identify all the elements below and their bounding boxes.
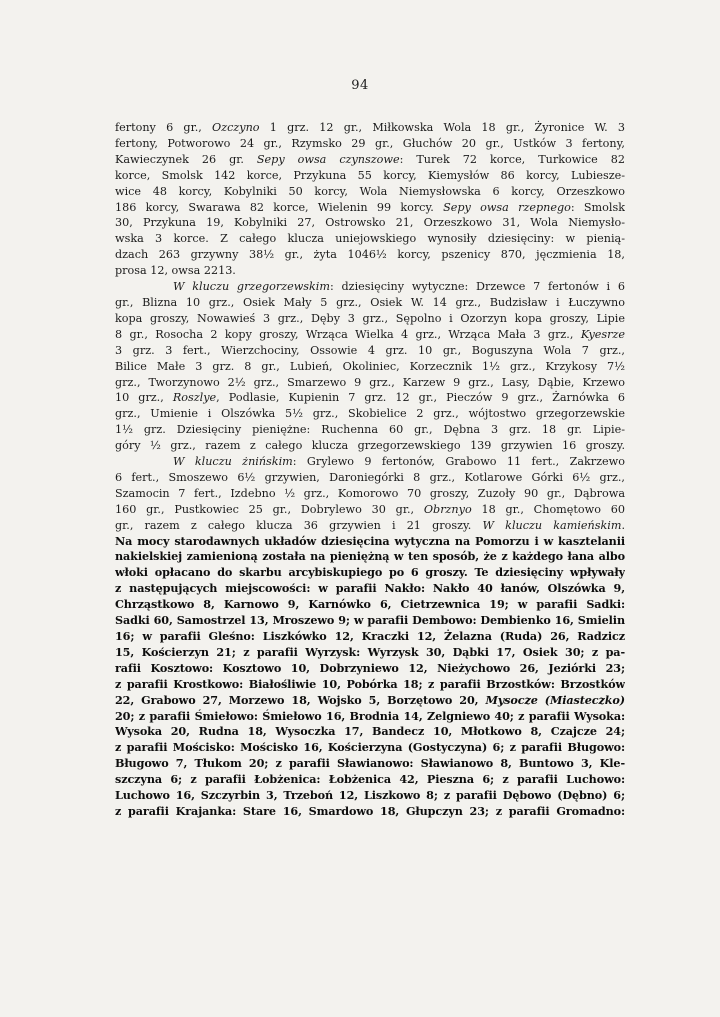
italic-text: W kluczu grzegorzewskim [173,280,330,294]
text-line [115,438,625,454]
text-line [115,772,625,788]
text-segment: nakielskiej zamienioną została na pieniężną w ten sposób, że z każdego łana albo [115,549,625,564]
text-line [115,343,625,359]
italic-text: W kluczu kamieńskim [482,518,622,532]
text-line [115,534,625,550]
text-segment: grz., Umienie i Olszówka 5½ grz., Skobielice 2 grz., wójtostwo grzegorzewskie [115,407,625,421]
italic-text: Roszlye [172,391,217,405]
text-line [115,152,625,168]
text-segment: Szamocin 7 fert., Izdebno ½ grz., Komorowo 70 groszy, Zuzoły 90 gr., Dąbrowa [115,486,625,500]
italic-text: Sepy owsa czynszowe [256,152,400,166]
text-segment: prosa 12, owsa 2213. [115,264,236,278]
text-line [115,422,625,438]
text-segment: Bługowo 7, Tłukom 20; z parafii Sławianowo: Sławianowo 8, Buntowo 3, Kle- [115,756,625,771]
text-line [115,359,625,375]
text-line [115,375,625,391]
text-segment: Sadki 60, Samostrzel 13, Mroszewo 9; w parafii Dembowo: Dembienko 16, Smielin [115,613,625,628]
text-segment: wice 48 korcy, Kobylniki 50 korcy, Wola Niemysłowska 6 korcy, Orzeszkowo [115,184,625,198]
text-line [115,597,625,613]
text-line [115,549,625,565]
text-line [115,804,625,820]
text-line [115,486,625,502]
text-segment: fertony, Potworowo 24 gr., Rzymsko 29 gr., Głuchów 20 gr., Ustków 3 fertony, [115,136,625,150]
text-segment: 16; w parafii Gleśno: Liszkówko 12, Kraczki 12, Żelazna (Ruda) 26, Radzicz [115,629,625,643]
text-line [115,629,625,645]
italic-text: W kluczu żnińskim [173,455,293,469]
text-line [115,756,625,772]
text-segment: z parafii Krajanka: Stare 16, Smardowo 18, Głupczyn 23; z parafii Gromadno: [115,803,625,818]
text-segment: 1½ grz. Dziesięciny pieniężne: Ruchenna 60 gr., Dębna 3 grz. 18 gr. Lipie- [115,423,625,437]
text-line [115,518,625,534]
italic-text: Obrznyo [423,502,472,516]
text-segment: 30, Przykuna 19, Kobylniki 27, Ostrowsko 21, Orzeszkowo 31, Wola Niemysło- [115,216,625,230]
text-line [115,502,625,518]
text-segment: : Grylewo 9 fertonów, Grabowo 11 fert., Zakrzewo [292,455,625,469]
text-segment: Chrząstkowo 8, Karnowo 9, Karnówko 6, Cietrzewnica 19; w parafii Sadki: [115,597,625,612]
text-line [115,645,625,661]
text-segment: 3 grz. 3 fert., Wierzchociny, Ossowie 4 grz. 10 gr., Boguszyna Wola 7 grz., [115,343,625,357]
text-line [115,168,625,184]
text-line [115,136,625,152]
text-segment: 10 grz., [115,391,173,405]
text-line [115,788,625,804]
text-line [115,184,625,200]
text-segment: . [621,518,625,532]
italic-text: Mysocze (Miasteczko) [485,692,625,707]
text-segment: 1 grz. 12 gr., Miłkowska Wola 18 gr., Żyronice W. 3 [259,121,625,134]
text-line [115,724,625,740]
text-line [115,311,625,327]
body-text [115,120,625,820]
text-segment: gr., razem z całego klucza 36 grzywien i 21 groszy. [115,518,483,532]
page-number: 94 [351,78,369,93]
text-segment: Bilice Małe 3 grz. 8 gr., Lubień, Okoliniec, Korzecznik 1½ grz., Krzykosy 7½ [115,359,625,373]
text-segment: góry ½ grz., razem z całego klucza grzegorzewskiego 139 grzywien 16 groszy. [115,439,625,453]
text-line [115,231,625,247]
text-line [115,295,625,311]
text-line [115,661,625,677]
text-line [115,390,625,406]
text-line [115,200,625,216]
text-line [115,215,625,231]
text-segment: 20; z parafii Śmiełowo: Śmiełowo 16, Brodnia 14, Zelgniewo 40; z parafii Wysoka: [115,708,625,723]
text-segment: rafii Kosztowo: Kosztowo 10, Dobrzyniewo 12, Nieżychowo 26, Jeziórki 23; [115,660,625,675]
text-line [115,120,625,136]
text-segment: kopa groszy, Nowawieś 3 grz., Dęby 3 grz., Sępolno i Ozorzyn kopa groszy, Lipie [115,311,625,325]
text-segment: 6 fert., Smoszewo 6½ grzywien, Daroniegórki 8 grz., Kotlarowe Górki 6½ grz., [115,470,625,484]
text-segment: 22, Grabowo 27, Morzewo 18, Wojsko 5, Borzętowo 20, [115,692,486,707]
italic-text: Kyesrze [580,327,625,341]
text-line [115,327,625,343]
text-segment: dzach 263 grzywny 38½ gr., żyta 1046½ korcy, pszenicy 870, jęczmienia 18, [115,248,625,262]
text-line [115,693,625,709]
text-segment: 160 gr., Pustkowiec 25 gr., Dobrylewo 30 gr., [115,502,424,516]
italic-text: Ozczyno [212,121,260,134]
text-segment: grz., Tworzynowo 2½ grz., Smarzewo 9 grz., Karzew 9 grz., Lasy, Dąbie, Krzewo [115,375,625,389]
text-segment: : Smolsk [570,200,625,214]
text-segment: , Podlasie, Kupienin 7 grz. 12 gr., Pieczów 9 grz., Żarnówka 6 [216,391,625,405]
text-segment: gr., Blizna 10 grz., Osiek Mały 5 grz., Osiek W. 14 grz., Budzisław i Łuczywno [115,295,625,309]
text-segment: Kawieczynek 26 gr. [115,152,257,166]
text-line [115,581,625,597]
text-line [115,613,625,629]
text-segment: 186 korcy, Swarawa 82 korce, Wielenin 99 korcy. [115,200,444,214]
text-segment: Na mocy starodawnych układów dziesięcina wytyczna na Pomorzu i w kasztelanii [115,533,625,548]
text-line [115,263,625,279]
text-line [115,740,625,756]
text-segment: : dziesięciny wytyczne: Drzewce 7 fertonów i 6 [330,280,625,294]
text-line [115,406,625,422]
text-line [115,454,625,470]
text-segment: Wysoka 20, Rudna 18, Wysoczka 17, Bandecz 10, Młotkowo 8, Czajcze 24; [115,724,625,739]
text-line [115,709,625,725]
text-segment: szczyna 6; z parafii Łobżenica: Łobżenica 42, Pieszna 6; z parafii Luchowo: [115,772,625,787]
text-segment: z parafii Mościsko: Mościsko 16, Kościerzyna (Gostyczyna) 6; z parafii Bługowo: [115,740,625,755]
text-segment: : Turek 72 korce, Turkowice 82 [399,152,625,166]
text-segment: z następujących miejscowości: w parafii Nakło: Nakło 40 łanów, Olszówka 9, [115,581,625,596]
text-line [115,677,625,693]
text-segment: włoki opłacano do skarbu arcybiskupiego po 6 groszy. Te dziesięciny wpływały [115,565,625,580]
text-segment: korce, Smolsk 142 korce, Przykuna 55 korcy, Kiemysłów 86 korcy, Lubiesze- [115,168,625,182]
text-segment: z parafii Krostkowo: Białośliwie 10, Pobórka 18; z parafii Brzostków: Brzostków [115,676,625,691]
text-segment: Luchowo 16, Szczyrbin 3, Trzeboń 12, Liszkowo 8; z parafii Dębowo (Dębno) 6; [115,788,625,803]
text-segment: 18 gr., Chomętowo 60 [471,502,625,516]
text-segment: 15, Kościerzyn 21; z parafii Wyrzysk: Wyrzysk 30, Dąbki 17, Osiek 30; z pa- [115,644,625,659]
italic-text: Sepy owsa rzepnego [443,200,571,214]
text-line [115,279,625,295]
text-line [115,470,625,486]
text-segment: fertony 6 gr., [115,121,213,134]
text-segment: 8 gr., Rosocha 2 kopy groszy, Wrząca Wielka 4 grz., Wrząca Mała 3 grz., [115,327,581,341]
text-segment: wska 3 korce. Z całego klucza uniejowskiego wynosiły dziesięciny: w pienią- [115,232,625,246]
text-line [115,565,625,581]
text-line [115,247,625,263]
